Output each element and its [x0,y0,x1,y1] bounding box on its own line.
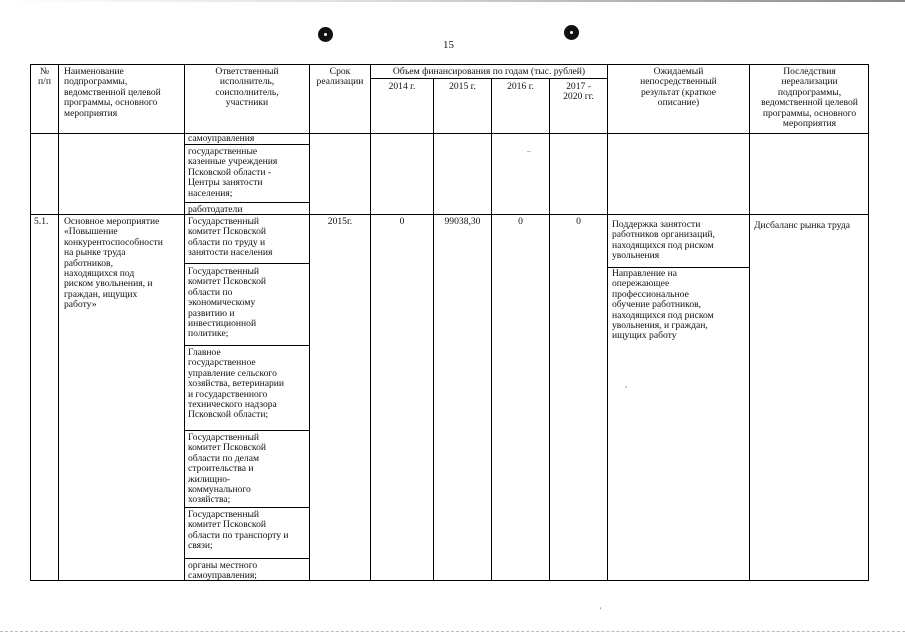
header-year-2016: 2016 г. [507,81,534,92]
scan-edge-bottom [0,631,905,632]
scan-speck: ' [600,606,602,615]
amount-2016: 0 [518,216,523,227]
amount-2017-2020: 0 [576,216,581,227]
header-funding: Объем финансирования по годам (тыс. рублей) [392,66,586,77]
participant-divider [184,345,309,346]
row-name: Основное мероприятие «Повышение конкурентоспособности на рынке труда работников, находящихся под риском увольнения, и граждан, ищущих работу» [64,216,163,311]
row-term: 2015г. [327,216,353,227]
header-responsible: Ответственный исполнитель, соисполнитель, участники [215,66,279,109]
amount-2015: 99038,30 [444,216,481,227]
amount-2014: 0 [399,216,405,227]
col-divider [370,65,371,580]
col-divider [309,65,310,580]
header-num: № п/п [38,66,51,88]
program-table [30,64,869,581]
col-divider [549,79,550,580]
header-term: Срок реализации [316,66,364,88]
header-year-2017-2020: 2017 - 2020 гг. [563,81,594,103]
row-number: 5.1. [34,216,49,227]
participant-divider [184,558,309,559]
participant-text: Государственный комитет Псковской области по экономическому развитию и инвестиционной политике; [188,266,267,340]
col-divider [433,79,434,580]
header-consequences: Последствия нереализации подпрограммы, ведомственной целевой программы, основного мероприятия [761,66,858,130]
header-year-2015: 2015 г. [449,81,476,92]
col-divider [749,65,750,580]
participant-text: работодатели [188,204,243,215]
participant-text: Главное государственное управление сельского хозяйства, ветеринарии и государственного технического надзора Псковской области; [188,347,285,421]
participant-text: органы местного самоуправления; [188,560,258,582]
participant-text: Государственный комитет Псковской области по делам строительства и жилищно- коммунального хозяйства; [188,432,267,506]
scan-speck: , [625,380,627,389]
header-name: Наименование подпрограммы, ведомственной целевой программы, основного мероприятия [64,66,161,119]
funding-subheader-line [370,78,607,79]
header-expected: Ожидаемый непосредственный результат (краткое описание) [640,66,717,109]
participant-text: Государственный комитет Псковской области по труду и занятости населения [188,216,273,259]
participant-text: государственные казенные учреждения Псковской области - Центры занятости населения; [188,146,278,199]
punch-hole-right [564,25,579,40]
participant-divider [184,263,309,264]
participant-divider [184,202,309,203]
header-bottom-line [31,133,868,134]
col-divider [491,79,492,580]
page-number: 15 [443,39,454,51]
result-text: Направление на опережающее профессиональное обучение работников, находящихся под риском увольнения, и граждан, ищущих работу [612,268,714,342]
header-year-2014: 2014 г. [388,81,416,92]
col-divider [58,65,59,580]
participant-text: Государственный комитет Псковской области по транспорту и связи; [188,509,289,552]
participant-divider [184,430,309,431]
col-divider [184,65,185,580]
punch-hole-left [318,27,333,42]
row-divider [31,214,868,215]
participant-divider [184,507,309,508]
scan-edge-top [0,0,905,2]
scan-speck: .. [527,145,531,154]
col-divider [607,65,608,580]
row-consequence: Дисбаланс рынка труда [754,220,850,231]
result-text: Поддержка занятости работников организаций, находящихся под риском увольнения [612,219,715,262]
participant-text: самоуправления [188,133,255,144]
